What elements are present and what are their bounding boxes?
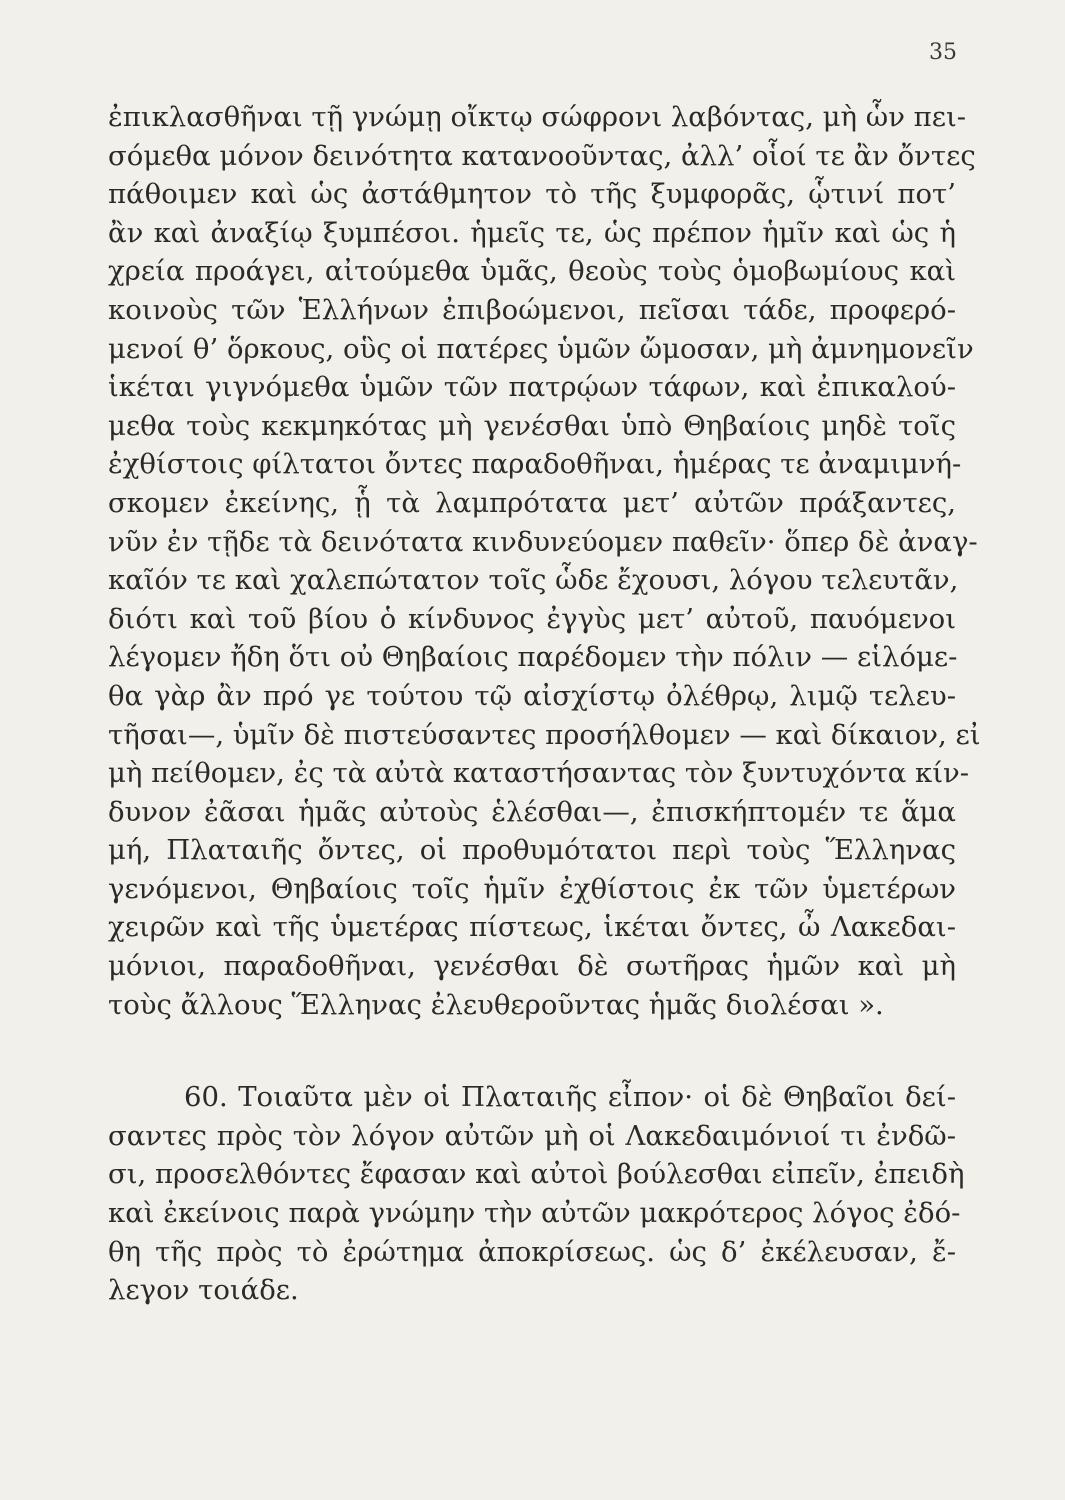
text-line: ἂν καὶ ἀναξίῳ ξυμπέσοι. ἡμεῖς τε, ὡς πρέπον ἡμῖν καὶ ὡς ἡ: [108, 216, 956, 249]
page-number: 35: [929, 40, 957, 65]
paragraph-gap: [108, 1024, 956, 1078]
text-line: χειρῶν καὶ τῆς ὑμετέρας πίστεως, ἱκέται ὄντες, ὦ Λακεδαι-: [108, 911, 956, 944]
text-line: σόμεθα μόνον δεινότητα κατανοοῦντας, ἀλλ’ οἷοί τε ἂν ὄντες: [108, 139, 976, 172]
text-line: ἱκέται γιγνόμεθα ὑμῶν τῶν πατρῴων τάφων, καὶ ἐπικαλού-: [108, 371, 956, 404]
text-line: θη τῆς πρὸς τὸ ἐρώτημα ἀποκρίσεως. ὡς δ’ ἐκέλευσαν, ἔ-: [108, 1235, 956, 1268]
text-line: καὶ ἐκείνοις παρὰ γνώμην τὴν αὐτῶν μακρότερος λόγος ἐδό-: [108, 1197, 961, 1230]
paragraph-continuation: [108, 98, 981, 1024]
text-line: μόνιοι, παραδοθῆναι, γενέσθαι δὲ σωτῆρας ἡμῶν καὶ μὴ: [108, 950, 956, 983]
text-line: διότι καὶ τοῦ βίου ὁ κίνδυνος ἐγγὺς μετ’ αὐτοῦ, παυόμενοι: [108, 602, 956, 635]
text-line: σι, προσελθόντες ἔφασαν καὶ αὐτοὶ βούλεσθαι εἰπεῖν, ἐπειδὴ: [108, 1158, 965, 1191]
text-line: καῖόν τε καὶ χαλεπώτατον τοῖς ὧδε ἔχουσι, λόγου τελευτᾶν,: [108, 564, 959, 597]
text-line: νῦν ἐν τῇδε τὰ δεινότατα κινδυνεύομεν παθεῖν· ὅπερ δὲ ἀναγ-: [108, 525, 978, 558]
text-line: λεγον τοιάδε.: [108, 1274, 299, 1307]
text-line: χρεία προάγει, αἰτούμεθα ὑμᾶς, θεοὺς τοὺς ὁμοβωμίους καὶ: [108, 255, 956, 288]
text-line: κοινοὺς τῶν Ἑλλήνων ἐπιβοώμενοι, πεῖσαι τάδε, προφερό-: [108, 293, 956, 326]
text-line: ἐπικλασθῆναι τῇ γνώμῃ οἴκτῳ σώφρονι λαβόντας, μὴ ὧν πει-: [108, 101, 967, 133]
text-line: λέγομεν ἤδη ὅτι οὐ Θηβαίοις παρέδομεν τὴν πόλιν — εἱλόμε-: [108, 641, 958, 674]
text-line: γενόμενοι, Θηβαίοις τοῖς ἡμῖν ἐχθίστοις ἐκ τῶν ὑμετέρων: [108, 872, 956, 905]
text-line: τοὺς ἄλλους Ἕλληνας ἐλευθεροῦντας ἡμᾶς διολέσαι ».: [108, 988, 884, 1021]
text-line: σκομεν ἐκείνης, ᾗ τὰ λαμπρότατα μετ’ αὐτῶν πράξαντες,: [108, 486, 956, 519]
text-line: μή, Πλαταιῆς ὄντες, οἱ προθυμότατοι περὶ τοὺς Ἕλληνας: [108, 834, 956, 867]
body-text: [108, 98, 981, 1310]
text-line: τῆσαι—, ὑμῖν δὲ πιστεύσαντες προσήλθομεν — καὶ δίκαιον, εἰ: [108, 718, 981, 751]
text-line: 60. Τοιαῦτα μὲν οἱ Πλαταιῆς εἶπον· οἱ δὲ Θηβαῖοι δεί-: [184, 1081, 956, 1114]
text-line: ἐχθίστοις φίλτατοι ὄντες παραδοθῆναι, ἡμέρας τε ἀναμιμνή-: [108, 448, 962, 481]
text-line: σαντες πρὸς τὸν λόγον αὐτῶν μὴ οἱ Λακεδαιμόνιοί τι ἐνδῶ-: [108, 1119, 956, 1152]
text-line: δυνον ἐᾶσαι ἡμᾶς αὐτοὺς ἑλέσθαι—, ἐπισκήπτομέν τε ἅμα: [108, 795, 956, 828]
text-line: μὴ πείθομεν, ἐς τὰ αὐτὰ καταστήσαντας τὸν ξυντυχόντα κίν-: [108, 757, 970, 790]
text-line: πάθοιμεν καὶ ὡς ἀστάθμητον τὸ τῆς ξυμφορᾶς, ᾧτινί ποτ’: [108, 178, 956, 211]
text-line: μενοί θ’ ὅρκους, οὓς οἱ πατέρες ὑμῶν ὤμοσαν, μὴ ἀμνημονεῖν: [108, 332, 974, 365]
text-line: μεθα τοὺς κεκμηκότας μὴ γενέσθαι ὑπὸ Θηβαίοις μηδὲ τοῖς: [108, 409, 956, 442]
paragraph-chapter-60: [108, 1078, 965, 1310]
text-line: θα γὰρ ἂν πρό γε τούτου τῷ αἰσχίστῳ ὀλέθρῳ, λιμῷ τελευ-: [108, 679, 956, 712]
